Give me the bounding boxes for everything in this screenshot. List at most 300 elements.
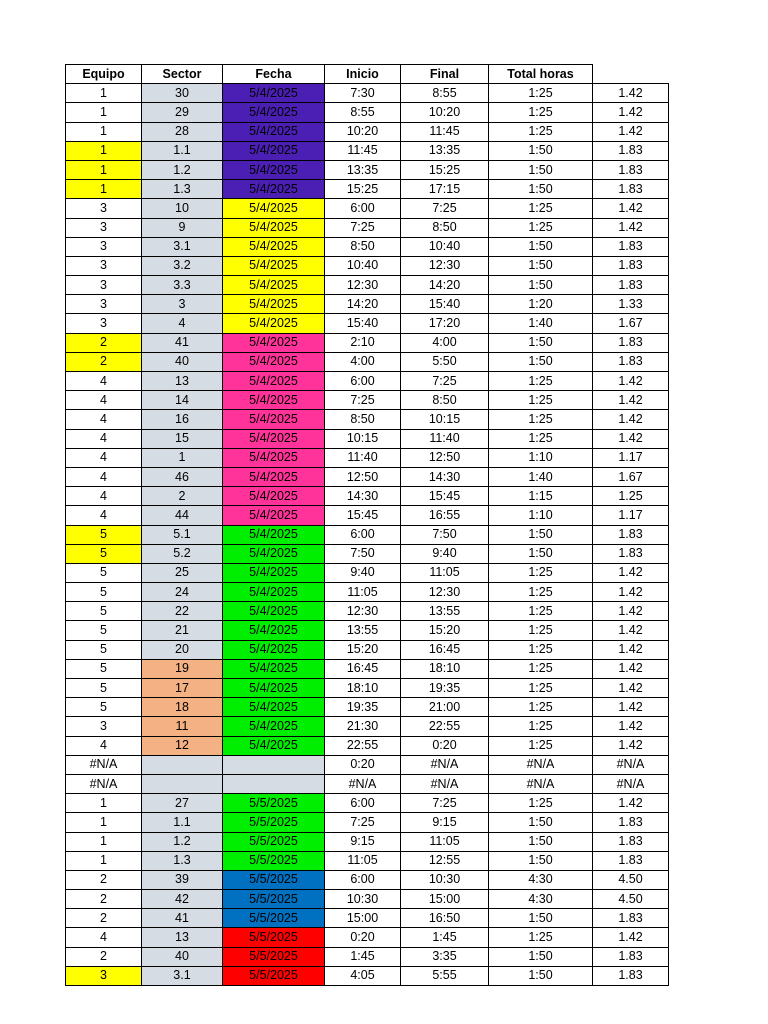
cell-total-horas[interactable]: 1:25: [489, 199, 593, 218]
cell-sector[interactable]: 1.2: [142, 832, 223, 851]
cell-sector[interactable]: 42: [142, 890, 223, 909]
cell-inicio[interactable]: 6:00: [325, 525, 401, 544]
cell-equipo[interactable]: 5: [66, 563, 142, 582]
cell-equipo[interactable]: 3: [66, 256, 142, 275]
cell-inicio[interactable]: 6:00: [325, 372, 401, 391]
cell-decimal-hours[interactable]: 1.42: [593, 602, 669, 621]
cell-decimal-hours[interactable]: 1.83: [593, 160, 669, 179]
cell-equipo[interactable]: 1: [66, 794, 142, 813]
cell-total-horas[interactable]: 1:25: [489, 410, 593, 429]
cell-sector[interactable]: 10: [142, 199, 223, 218]
cell-inicio[interactable]: 1:45: [325, 947, 401, 966]
cell-inicio[interactable]: 6:00: [325, 794, 401, 813]
cell-fecha[interactable]: 5/4/2025: [223, 563, 325, 582]
cell-inicio[interactable]: 22:55: [325, 736, 401, 755]
header-sector[interactable]: Sector: [142, 65, 223, 84]
cell-equipo[interactable]: 3: [66, 237, 142, 256]
cell-equipo[interactable]: 5: [66, 640, 142, 659]
cell-total-horas[interactable]: 1:25: [489, 372, 593, 391]
cell-decimal-hours[interactable]: 1.42: [593, 928, 669, 947]
cell-decimal-hours[interactable]: 1.83: [593, 141, 669, 160]
cell-decimal-hours[interactable]: 1.83: [593, 832, 669, 851]
cell-decimal-hours[interactable]: 1.25: [593, 487, 669, 506]
cell-fecha[interactable]: 5/5/2025: [223, 947, 325, 966]
cell-final[interactable]: 1:45: [401, 928, 489, 947]
cell-inicio[interactable]: 8:50: [325, 410, 401, 429]
cell-inicio[interactable]: 12:30: [325, 602, 401, 621]
cell-fecha[interactable]: 5/5/2025: [223, 813, 325, 832]
cell-sector[interactable]: 1.1: [142, 813, 223, 832]
cell-total-horas[interactable]: 1:50: [489, 352, 593, 371]
cell-fecha[interactable]: 5/4/2025: [223, 410, 325, 429]
cell-fecha[interactable]: 5/4/2025: [223, 736, 325, 755]
cell-equipo[interactable]: 2: [66, 352, 142, 371]
cell-final[interactable]: 15:20: [401, 621, 489, 640]
cell-total-horas[interactable]: 4:30: [489, 890, 593, 909]
cell-total-horas[interactable]: 1:50: [489, 909, 593, 928]
cell-equipo[interactable]: 5: [66, 659, 142, 678]
cell-sector[interactable]: 12: [142, 736, 223, 755]
cell-fecha[interactable]: 5/4/2025: [223, 583, 325, 602]
cell-total-horas[interactable]: 1:50: [489, 256, 593, 275]
cell-equipo[interactable]: 1: [66, 832, 142, 851]
cell-sector[interactable]: 46: [142, 467, 223, 486]
cell-inicio[interactable]: 15:45: [325, 506, 401, 525]
cell-total-horas[interactable]: 1:25: [489, 794, 593, 813]
cell-total-horas[interactable]: 1:25: [489, 640, 593, 659]
cell-total-horas[interactable]: 4:30: [489, 870, 593, 889]
cell-decimal-hours[interactable]: 1.83: [593, 966, 669, 985]
cell-sector[interactable]: 30: [142, 84, 223, 103]
cell-fecha[interactable]: 5/4/2025: [223, 352, 325, 371]
cell-final[interactable]: 5:50: [401, 352, 489, 371]
cell-fecha[interactable]: 5/4/2025: [223, 429, 325, 448]
cell-inicio[interactable]: 11:05: [325, 583, 401, 602]
cell-final[interactable]: 0:20: [401, 736, 489, 755]
cell-inicio[interactable]: 10:20: [325, 122, 401, 141]
cell-decimal-hours[interactable]: 1.83: [593, 947, 669, 966]
cell-final[interactable]: 7:25: [401, 199, 489, 218]
cell-final[interactable]: 16:50: [401, 909, 489, 928]
cell-final[interactable]: 12:50: [401, 448, 489, 467]
cell-sector[interactable]: 29: [142, 103, 223, 122]
cell-final[interactable]: 15:00: [401, 890, 489, 909]
cell-decimal-hours[interactable]: 1.83: [593, 909, 669, 928]
cell-inicio[interactable]: 18:10: [325, 679, 401, 698]
header-inicio[interactable]: Inicio: [325, 65, 401, 84]
cell-fecha[interactable]: 5/4/2025: [223, 314, 325, 333]
cell-equipo[interactable]: 1: [66, 84, 142, 103]
cell-sector[interactable]: 3.2: [142, 256, 223, 275]
cell-total-horas[interactable]: 1:25: [489, 659, 593, 678]
cell-fecha[interactable]: 5/4/2025: [223, 237, 325, 256]
cell-final[interactable]: 5:55: [401, 966, 489, 985]
cell-equipo[interactable]: 4: [66, 467, 142, 486]
cell-total-horas[interactable]: 1:25: [489, 736, 593, 755]
cell-inicio[interactable]: 11:45: [325, 141, 401, 160]
cell-sector[interactable]: 14: [142, 391, 223, 410]
cell-decimal-hours[interactable]: 1.83: [593, 813, 669, 832]
cell-inicio[interactable]: 12:30: [325, 276, 401, 295]
cell-equipo[interactable]: 1: [66, 122, 142, 141]
cell-fecha[interactable]: 5/4/2025: [223, 218, 325, 237]
cell-final[interactable]: 8:55: [401, 84, 489, 103]
cell-equipo[interactable]: 2: [66, 870, 142, 889]
cell-fecha[interactable]: 5/5/2025: [223, 909, 325, 928]
cell-total-horas[interactable]: 1:25: [489, 429, 593, 448]
cell-total-horas[interactable]: 1:50: [489, 180, 593, 199]
cell-inicio[interactable]: 13:55: [325, 621, 401, 640]
cell-inicio[interactable]: 8:55: [325, 103, 401, 122]
cell-sector[interactable]: 18: [142, 698, 223, 717]
cell-inicio[interactable]: 15:00: [325, 909, 401, 928]
cell-total-horas[interactable]: 1:25: [489, 391, 593, 410]
cell-inicio[interactable]: 0:20: [325, 755, 401, 774]
cell-decimal-hours[interactable]: 1.42: [593, 659, 669, 678]
cell-inicio[interactable]: 6:00: [325, 870, 401, 889]
cell-equipo[interactable]: 1: [66, 141, 142, 160]
cell-fecha[interactable]: 5/4/2025: [223, 103, 325, 122]
cell-final[interactable]: 16:45: [401, 640, 489, 659]
cell-equipo[interactable]: 4: [66, 736, 142, 755]
cell-total-horas[interactable]: 1:50: [489, 276, 593, 295]
header-final[interactable]: Final: [401, 65, 489, 84]
cell-equipo[interactable]: 5: [66, 544, 142, 563]
cell-total-horas[interactable]: 1:25: [489, 122, 593, 141]
header-fecha[interactable]: Fecha: [223, 65, 325, 84]
cell-final[interactable]: 8:50: [401, 218, 489, 237]
cell-sector[interactable]: 2: [142, 487, 223, 506]
cell-final[interactable]: #N/A: [401, 774, 489, 793]
cell-fecha[interactable]: 5/5/2025: [223, 832, 325, 851]
cell-fecha[interactable]: 5/4/2025: [223, 199, 325, 218]
cell-total-horas[interactable]: 1:25: [489, 103, 593, 122]
cell-fecha[interactable]: 5/4/2025: [223, 122, 325, 141]
cell-equipo[interactable]: 3: [66, 966, 142, 985]
cell-total-horas[interactable]: 1:15: [489, 487, 593, 506]
cell-total-horas[interactable]: 1:25: [489, 563, 593, 582]
cell-inicio[interactable]: 9:15: [325, 832, 401, 851]
cell-inicio[interactable]: 16:45: [325, 659, 401, 678]
cell-final[interactable]: 13:35: [401, 141, 489, 160]
cell-fecha[interactable]: 5/4/2025: [223, 679, 325, 698]
cell-total-horas[interactable]: 1:50: [489, 544, 593, 563]
cell-fecha[interactable]: 5/4/2025: [223, 717, 325, 736]
cell-final[interactable]: 12:30: [401, 256, 489, 275]
cell-sector[interactable]: 3.1: [142, 966, 223, 985]
cell-equipo[interactable]: 2: [66, 947, 142, 966]
cell-inicio[interactable]: 12:50: [325, 467, 401, 486]
cell-decimal-hours[interactable]: #N/A: [593, 755, 669, 774]
cell-final[interactable]: 21:00: [401, 698, 489, 717]
cell-sector[interactable]: 17: [142, 679, 223, 698]
cell-equipo[interactable]: 4: [66, 391, 142, 410]
cell-fecha[interactable]: 5/4/2025: [223, 544, 325, 563]
cell-final[interactable]: 19:35: [401, 679, 489, 698]
cell-equipo[interactable]: 1: [66, 813, 142, 832]
cell-final[interactable]: 16:55: [401, 506, 489, 525]
cell-sector[interactable]: 1.3: [142, 851, 223, 870]
cell-sector[interactable]: 25: [142, 563, 223, 582]
cell-inicio[interactable]: 2:10: [325, 333, 401, 352]
cell-inicio[interactable]: 7:50: [325, 544, 401, 563]
cell-sector[interactable]: 39: [142, 870, 223, 889]
cell-final[interactable]: 10:40: [401, 237, 489, 256]
cell-decimal-hours[interactable]: #N/A: [593, 774, 669, 793]
cell-inicio[interactable]: 10:15: [325, 429, 401, 448]
cell-sector[interactable]: 1.1: [142, 141, 223, 160]
cell-fecha[interactable]: 5/5/2025: [223, 890, 325, 909]
cell-equipo[interactable]: 3: [66, 717, 142, 736]
cell-equipo[interactable]: 2: [66, 890, 142, 909]
cell-equipo[interactable]: 2: [66, 333, 142, 352]
cell-equipo[interactable]: 5: [66, 583, 142, 602]
cell-decimal-hours[interactable]: 1.42: [593, 640, 669, 659]
cell-equipo[interactable]: 3: [66, 295, 142, 314]
cell-inicio[interactable]: 14:20: [325, 295, 401, 314]
cell-sector[interactable]: 3.1: [142, 237, 223, 256]
cell-final[interactable]: 12:30: [401, 583, 489, 602]
cell-fecha[interactable]: 5/4/2025: [223, 256, 325, 275]
cell-equipo[interactable]: 3: [66, 199, 142, 218]
cell-fecha[interactable]: 5/4/2025: [223, 276, 325, 295]
cell-fecha[interactable]: 5/4/2025: [223, 506, 325, 525]
cell-equipo[interactable]: 3: [66, 314, 142, 333]
cell-decimal-hours[interactable]: 1.42: [593, 199, 669, 218]
cell-decimal-hours[interactable]: 1.42: [593, 391, 669, 410]
cell-final[interactable]: 4:00: [401, 333, 489, 352]
cell-fecha[interactable]: 5/4/2025: [223, 391, 325, 410]
cell-inicio[interactable]: 7:25: [325, 218, 401, 237]
cell-sector[interactable]: 15: [142, 429, 223, 448]
cell-fecha[interactable]: 5/4/2025: [223, 333, 325, 352]
cell-inicio[interactable]: 4:00: [325, 352, 401, 371]
cell-fecha[interactable]: 5/4/2025: [223, 659, 325, 678]
cell-equipo[interactable]: 1: [66, 180, 142, 199]
cell-equipo[interactable]: #N/A: [66, 755, 142, 774]
cell-sector[interactable]: 11: [142, 717, 223, 736]
cell-fecha[interactable]: 5/4/2025: [223, 160, 325, 179]
cell-inicio[interactable]: 19:35: [325, 698, 401, 717]
cell-final[interactable]: 3:35: [401, 947, 489, 966]
cell-sector[interactable]: 44: [142, 506, 223, 525]
cell-sector[interactable]: 1.3: [142, 180, 223, 199]
cell-final[interactable]: 8:50: [401, 391, 489, 410]
cell-decimal-hours[interactable]: 1.83: [593, 276, 669, 295]
cell-fecha[interactable]: 5/4/2025: [223, 295, 325, 314]
cell-final[interactable]: 10:30: [401, 870, 489, 889]
cell-sector[interactable]: 27: [142, 794, 223, 813]
cell-sector[interactable]: 16: [142, 410, 223, 429]
cell-decimal-hours[interactable]: 1.42: [593, 698, 669, 717]
cell-inicio[interactable]: 8:50: [325, 237, 401, 256]
cell-fecha[interactable]: 5/4/2025: [223, 180, 325, 199]
cell-total-horas[interactable]: 1:50: [489, 160, 593, 179]
cell-sector[interactable]: 1.2: [142, 160, 223, 179]
cell-inicio[interactable]: #N/A: [325, 774, 401, 793]
cell-sector[interactable]: 1: [142, 448, 223, 467]
cell-decimal-hours[interactable]: 1.42: [593, 794, 669, 813]
header-total-horas[interactable]: Total horas: [489, 65, 593, 84]
cell-equipo[interactable]: #N/A: [66, 774, 142, 793]
cell-decimal-hours[interactable]: 1.42: [593, 103, 669, 122]
cell-final[interactable]: 11:05: [401, 563, 489, 582]
cell-equipo[interactable]: 4: [66, 487, 142, 506]
cell-inicio[interactable]: 15:40: [325, 314, 401, 333]
cell-sector[interactable]: 13: [142, 928, 223, 947]
cell-decimal-hours[interactable]: 1.67: [593, 467, 669, 486]
cell-equipo[interactable]: 3: [66, 276, 142, 295]
cell-final[interactable]: 18:10: [401, 659, 489, 678]
cell-total-horas[interactable]: 1:25: [489, 84, 593, 103]
cell-fecha[interactable]: 5/4/2025: [223, 141, 325, 160]
header-equipo[interactable]: Equipo: [66, 65, 142, 84]
cell-decimal-hours[interactable]: 1.42: [593, 84, 669, 103]
cell-inicio[interactable]: 11:05: [325, 851, 401, 870]
cell-final[interactable]: 15:40: [401, 295, 489, 314]
cell-decimal-hours[interactable]: 4.50: [593, 890, 669, 909]
cell-sector[interactable]: 19: [142, 659, 223, 678]
cell-final[interactable]: 17:20: [401, 314, 489, 333]
cell-final[interactable]: 13:55: [401, 602, 489, 621]
cell-total-horas[interactable]: 1:40: [489, 314, 593, 333]
cell-decimal-hours[interactable]: 1.17: [593, 506, 669, 525]
cell-equipo[interactable]: 4: [66, 928, 142, 947]
cell-inicio[interactable]: 10:30: [325, 890, 401, 909]
cell-final[interactable]: #N/A: [401, 755, 489, 774]
cell-sector[interactable]: 5.1: [142, 525, 223, 544]
cell-sector[interactable]: 3: [142, 295, 223, 314]
cell-fecha[interactable]: [223, 755, 325, 774]
cell-total-horas[interactable]: 1:50: [489, 832, 593, 851]
cell-sector[interactable]: [142, 755, 223, 774]
cell-decimal-hours[interactable]: 1.42: [593, 679, 669, 698]
cell-decimal-hours[interactable]: 1.83: [593, 525, 669, 544]
cell-final[interactable]: 11:40: [401, 429, 489, 448]
cell-total-horas[interactable]: 1:20: [489, 295, 593, 314]
cell-decimal-hours[interactable]: 1.42: [593, 429, 669, 448]
cell-total-horas[interactable]: #N/A: [489, 774, 593, 793]
cell-sector[interactable]: 9: [142, 218, 223, 237]
cell-final[interactable]: 7:50: [401, 525, 489, 544]
cell-final[interactable]: 22:55: [401, 717, 489, 736]
cell-decimal-hours[interactable]: 1.42: [593, 621, 669, 640]
cell-equipo[interactable]: 5: [66, 679, 142, 698]
cell-fecha[interactable]: 5/5/2025: [223, 928, 325, 947]
cell-decimal-hours[interactable]: 1.42: [593, 717, 669, 736]
cell-sector[interactable]: 41: [142, 333, 223, 352]
cell-fecha[interactable]: 5/4/2025: [223, 448, 325, 467]
cell-total-horas[interactable]: 1:25: [489, 602, 593, 621]
cell-total-horas[interactable]: 1:25: [489, 698, 593, 717]
cell-decimal-hours[interactable]: 1.83: [593, 237, 669, 256]
cell-inicio[interactable]: 7:25: [325, 813, 401, 832]
cell-total-horas[interactable]: 1:50: [489, 851, 593, 870]
cell-fecha[interactable]: 5/5/2025: [223, 851, 325, 870]
cell-fecha[interactable]: 5/4/2025: [223, 602, 325, 621]
cell-equipo[interactable]: 5: [66, 602, 142, 621]
cell-total-horas[interactable]: 1:10: [489, 448, 593, 467]
cell-final[interactable]: 15:45: [401, 487, 489, 506]
cell-equipo[interactable]: 4: [66, 410, 142, 429]
cell-decimal-hours[interactable]: 1.17: [593, 448, 669, 467]
cell-decimal-hours[interactable]: 4.50: [593, 870, 669, 889]
cell-total-horas[interactable]: 1:25: [489, 679, 593, 698]
cell-inicio[interactable]: 6:00: [325, 199, 401, 218]
cell-inicio[interactable]: 11:40: [325, 448, 401, 467]
cell-inicio[interactable]: 15:25: [325, 180, 401, 199]
cell-final[interactable]: 12:55: [401, 851, 489, 870]
cell-sector[interactable]: [142, 774, 223, 793]
cell-final[interactable]: 7:25: [401, 372, 489, 391]
cell-total-horas[interactable]: 1:50: [489, 966, 593, 985]
cell-total-horas[interactable]: #N/A: [489, 755, 593, 774]
cell-final[interactable]: 9:15: [401, 813, 489, 832]
cell-equipo[interactable]: 4: [66, 448, 142, 467]
cell-final[interactable]: 9:40: [401, 544, 489, 563]
cell-total-horas[interactable]: 1:50: [489, 333, 593, 352]
cell-sector[interactable]: 22: [142, 602, 223, 621]
cell-decimal-hours[interactable]: 1.83: [593, 851, 669, 870]
cell-total-horas[interactable]: 1:25: [489, 621, 593, 640]
cell-inicio[interactable]: 4:05: [325, 966, 401, 985]
cell-sector[interactable]: 40: [142, 947, 223, 966]
cell-total-horas[interactable]: 1:25: [489, 928, 593, 947]
cell-final[interactable]: 17:15: [401, 180, 489, 199]
cell-fecha[interactable]: [223, 774, 325, 793]
cell-decimal-hours[interactable]: 1.42: [593, 583, 669, 602]
cell-equipo[interactable]: 4: [66, 506, 142, 525]
cell-decimal-hours[interactable]: 1.83: [593, 180, 669, 199]
cell-sector[interactable]: 40: [142, 352, 223, 371]
cell-equipo[interactable]: 3: [66, 218, 142, 237]
cell-decimal-hours[interactable]: 1.67: [593, 314, 669, 333]
cell-decimal-hours[interactable]: 1.42: [593, 410, 669, 429]
cell-total-horas[interactable]: 1:25: [489, 218, 593, 237]
cell-decimal-hours[interactable]: 1.42: [593, 372, 669, 391]
cell-inicio[interactable]: 0:20: [325, 928, 401, 947]
cell-fecha[interactable]: 5/4/2025: [223, 698, 325, 717]
cell-fecha[interactable]: 5/4/2025: [223, 467, 325, 486]
cell-sector[interactable]: 21: [142, 621, 223, 640]
cell-sector[interactable]: 13: [142, 372, 223, 391]
cell-equipo[interactable]: 1: [66, 103, 142, 122]
cell-total-horas[interactable]: 1:10: [489, 506, 593, 525]
cell-equipo[interactable]: 1: [66, 851, 142, 870]
cell-total-horas[interactable]: 1:50: [489, 947, 593, 966]
header-decimal-empty[interactable]: [593, 65, 669, 84]
cell-decimal-hours[interactable]: 1.42: [593, 736, 669, 755]
cell-sector[interactable]: 3.3: [142, 276, 223, 295]
cell-fecha[interactable]: 5/4/2025: [223, 525, 325, 544]
cell-sector[interactable]: 5.2: [142, 544, 223, 563]
cell-final[interactable]: 10:20: [401, 103, 489, 122]
cell-decimal-hours[interactable]: 1.83: [593, 544, 669, 563]
cell-sector[interactable]: 24: [142, 583, 223, 602]
cell-final[interactable]: 14:30: [401, 467, 489, 486]
cell-decimal-hours[interactable]: 1.83: [593, 256, 669, 275]
cell-equipo[interactable]: 4: [66, 372, 142, 391]
cell-inicio[interactable]: 9:40: [325, 563, 401, 582]
cell-inicio[interactable]: 21:30: [325, 717, 401, 736]
cell-final[interactable]: 7:25: [401, 794, 489, 813]
cell-fecha[interactable]: 5/4/2025: [223, 621, 325, 640]
cell-total-horas[interactable]: 1:50: [489, 813, 593, 832]
cell-sector[interactable]: 4: [142, 314, 223, 333]
cell-decimal-hours[interactable]: 1.42: [593, 218, 669, 237]
cell-sector[interactable]: 28: [142, 122, 223, 141]
cell-decimal-hours[interactable]: 1.83: [593, 352, 669, 371]
